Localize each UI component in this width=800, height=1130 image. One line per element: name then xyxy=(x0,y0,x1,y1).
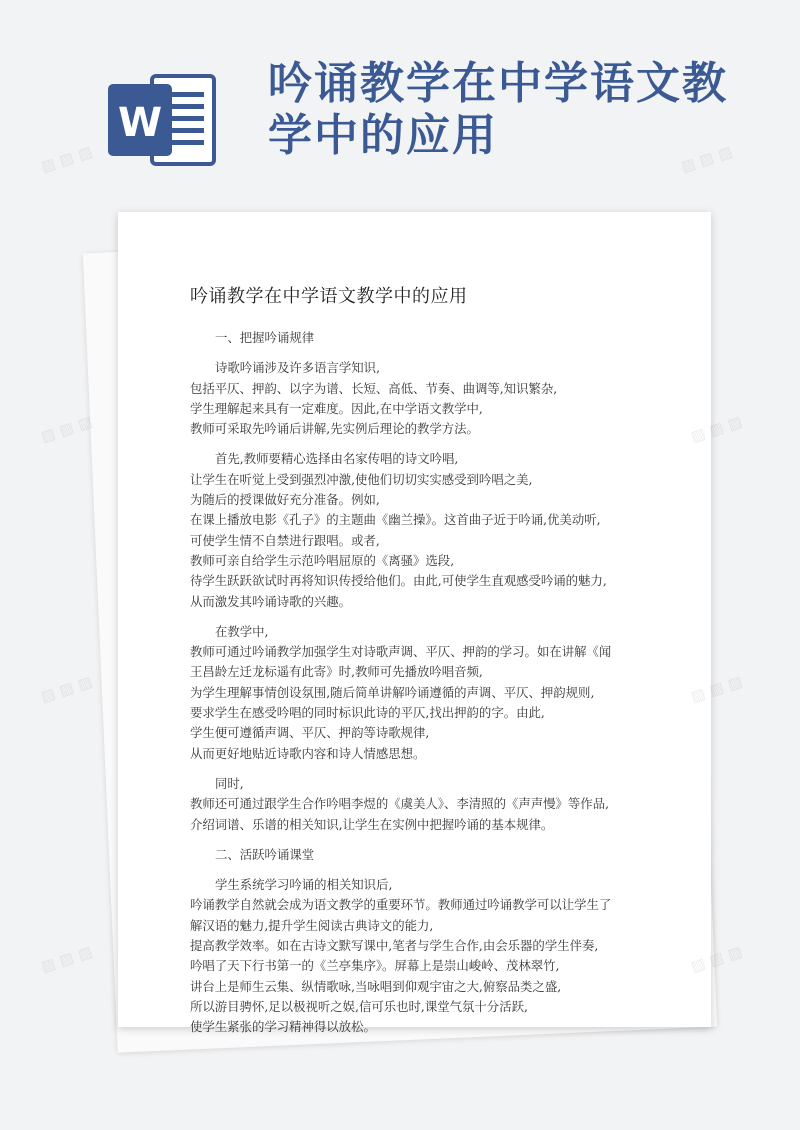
watermark-mark: ▨ ▨ ▨ xyxy=(688,412,745,446)
document-page xyxy=(118,212,711,1035)
banner-title-line-2: 学中的应用 xyxy=(268,110,498,161)
paragraph-line: 讲台上是师生云集、纵情歌咏,当咏唱到仰观宇宙之大,俯察品类之盛, xyxy=(190,978,562,994)
watermark-mark: ▨ ▨ ▨ xyxy=(678,142,735,176)
paragraph-line: 在课上播放电影《孔子》的主题曲《幽兰操》。这首曲子近于吟诵,优美动听, xyxy=(190,512,601,528)
paragraph xyxy=(190,622,660,764)
paragraph-line: 学生系统学习吟诵的相关知识后, xyxy=(215,877,393,893)
paragraph-line: 让学生在听觉上受到强烈冲激,使他们切切实实感受到吟唱之美, xyxy=(190,471,533,487)
paragraph-line: 介绍词谱、乐谱的相关知识,让学生在实例中把握吟诵的基本规律。 xyxy=(190,816,554,832)
paragraph-line: 诗歌吟诵涉及许多语言学知识, xyxy=(215,360,381,376)
paragraph-line: 所以游目骋怀,足以极视听之娱,信可乐也时,课堂气氛十分活跃, xyxy=(190,998,528,1014)
watermark-mark: ▨ ▨ ▨ xyxy=(38,672,95,706)
paragraph-line: 教师可亲自给学生示范吟唱屈原的《离骚》选段, xyxy=(190,552,455,568)
watermark-mark: ▨ ▨ ▨ xyxy=(38,942,95,976)
paragraph-line: 在教学中, xyxy=(215,623,269,639)
paragraph xyxy=(190,328,660,348)
paragraph-line: 待学生跃跃欲试时再将知识传授给他们。由此,可使学生直观感受吟诵的魅力, xyxy=(190,573,607,589)
paragraph-line: 王昌龄左迁龙标遥有此寄》时,教师可先播放吟唱音频, xyxy=(190,664,483,680)
paragraph xyxy=(190,358,660,439)
banner-title-line-1: 吟诵教学在中学语文教 xyxy=(268,58,728,109)
paragraph-line: 解汉语的魅力,提升学生阅读古典诗文的能力, xyxy=(190,917,434,933)
document-body xyxy=(190,328,660,1048)
paragraph xyxy=(190,845,660,865)
paragraph-line: 可使学生情不自禁进行跟唱。或者, xyxy=(190,532,380,548)
paragraph-line: 吟诵教学自然就会成为语文教学的重要环节。教师通过吟诵教学可以让学生了 xyxy=(190,897,612,913)
paragraph-line: 为学生理解事情创设氛围,随后简单讲解吟诵遵循的声调、平仄、押韵规则, xyxy=(190,684,595,700)
paragraph-line: 首先,教师要精心选择由名家传唱的诗文吟唱, xyxy=(215,451,459,467)
paragraph-line: 教师还可通过跟学生合作吟唱李煜的《虞美人》、李清照的《声声慢》等作品, xyxy=(190,796,610,812)
banner-title xyxy=(268,58,768,162)
word-logo-letter: W xyxy=(117,100,163,146)
paragraph-line: 一、把握吟诵规律 xyxy=(215,330,315,345)
paragraph-line: 吟唱了天下行书第一的《兰亭集序》。屏幕上是崇山峻岭、茂林翠竹, xyxy=(190,958,560,974)
paragraph-line: 二、活跃吟诵课堂 xyxy=(215,846,315,862)
paragraph-line: 包括平仄、押韵、以字为谱、长短、高低、节奏、曲调等,知识繁杂, xyxy=(190,380,558,396)
watermark-mark: ▨ ▨ ▨ xyxy=(38,412,95,446)
paragraph-line: 使学生紧张的学习精神得以放松。 xyxy=(190,1019,376,1035)
paragraph-line: 教师可通过吟诵教学加强学生对诗歌声调、平仄、押韵的学习。如在讲解《闻 xyxy=(190,644,612,660)
word-document-icon xyxy=(106,70,218,170)
watermark-mark: ▨ ▨ ▨ xyxy=(688,942,745,976)
paragraph-line: 从而激发其吟诵诗歌的兴趣。 xyxy=(190,593,352,609)
paragraph xyxy=(190,449,660,611)
paragraph-line: 要求学生在感受吟唱的同时标识此诗的平仄,找出押韵的字。由此, xyxy=(190,705,545,721)
watermark-mark: ▨ ▨ ▨ xyxy=(38,142,95,176)
paragraph xyxy=(190,774,660,835)
paragraph-line: 教师可采取先吟诵后讲解,先实例后理论的教学方法。 xyxy=(190,421,479,437)
paragraph-line: 从而更好地贴近诗歌内容和诗人情感思想。 xyxy=(190,745,426,761)
watermark-mark: ▨ ▨ ▨ xyxy=(688,672,745,706)
paragraph-line: 学生理解起来具有一定难度。因此,在中学语文教学中, xyxy=(190,400,483,416)
paragraph-line: 同时, xyxy=(215,775,244,791)
paragraph xyxy=(190,875,660,1037)
paragraph-line: 提高教学效率。如在古诗文默写课中,笔者与学生合作,由会乐器的学生伴奏, xyxy=(190,938,599,954)
paragraph-line: 为随后的授课做好充分准备。例如, xyxy=(190,492,380,508)
paragraph-line: 学生便可遵循声调、平仄、押韵等诗歌规律, xyxy=(190,725,430,741)
document-title: 吟诵教学在中学语文教学中的应用 xyxy=(190,286,468,307)
